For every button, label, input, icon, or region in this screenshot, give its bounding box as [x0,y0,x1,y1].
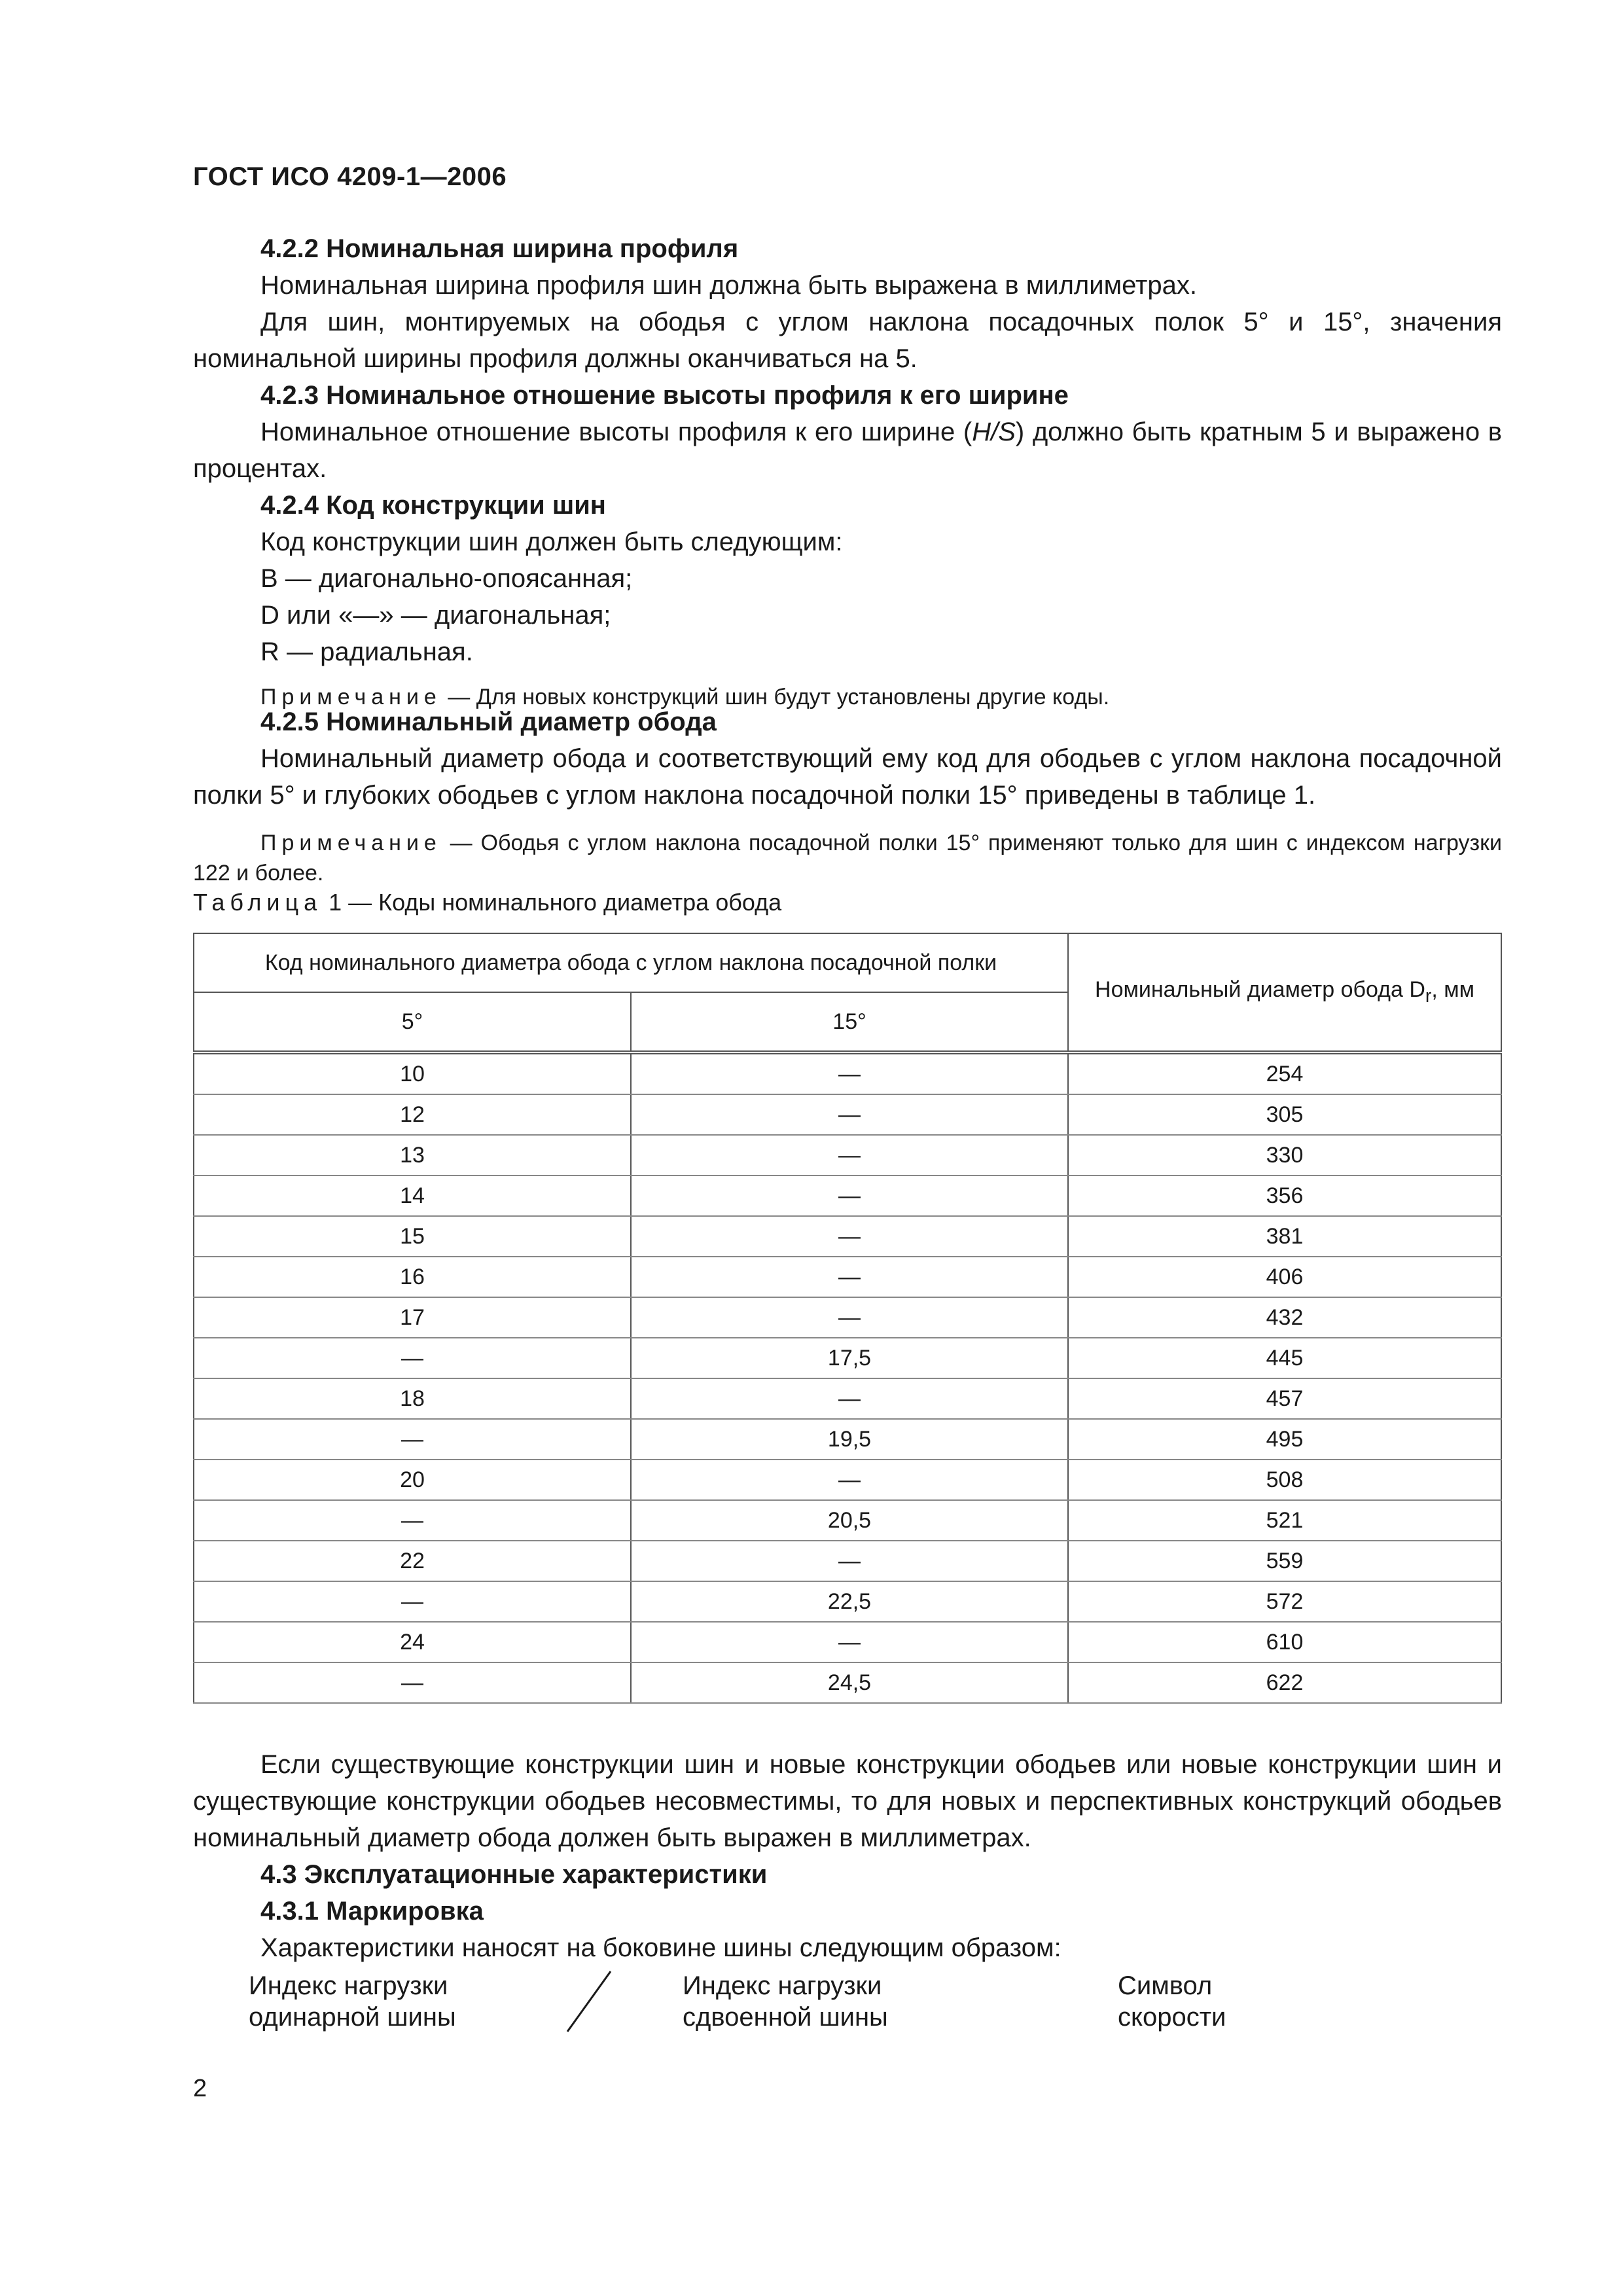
cell-code-15: 22,5 [631,1581,1068,1622]
table-row [194,1500,1501,1541]
paragraph: Код конструкции шин должен быть следующим: [260,528,843,556]
cell-diameter: 622 [1068,1662,1501,1703]
cell-diameter: 572 [1068,1581,1501,1622]
note-label: Примечание [260,831,442,855]
heading-4-3: 4.3 Эксплуатационные характеристики [260,1860,768,1889]
heading-4-2-4: 4.2.4 Код конструкции шин [260,491,606,520]
cell-diameter: 445 [1068,1338,1501,1378]
cell-code-15: 19,5 [631,1419,1068,1460]
text-part: ) должно быть кратным 5 и выражено в процентах. [193,418,1502,483]
cell-diameter: 330 [1068,1135,1501,1175]
paragraph [193,414,1502,487]
marking-line: Индекс нагрузки [249,1971,448,2000]
paragraph: Если существующие конструкции шин и новые конструкции ободьев или новые конструкции шин и существующие конструкции ободьев несовместимы, то для новых и перспективных конструкций ободьев номинальный диаметр обода должен быть выражен в миллиметрах. [193,1750,1502,1852]
col-15-header: 15° [631,992,1068,1052]
marking-line: одинарной шины [249,2003,456,2032]
cell-code-5: — [194,1338,631,1378]
cell-code-5: 15 [194,1216,631,1257]
cell-code-15: 24,5 [631,1662,1068,1703]
cell-diameter: 356 [1068,1175,1501,1216]
diameter-header-text: Номинальный диаметр обода D [1095,977,1425,1003]
cell-code-5: — [194,1500,631,1541]
cell-code-5: — [194,1419,631,1460]
note [193,828,1502,888]
cell-code-5: 16 [194,1257,631,1297]
table-row [194,1297,1501,1338]
marking-line: Индекс нагрузки [683,1971,882,2000]
marking-line: сдвоенной шины [683,2003,888,2032]
cell-code-15: 17,5 [631,1338,1068,1378]
heading-4-2-2: 4.2.2 Номинальная ширина профиля [260,234,739,263]
cell-code-15: — [631,1135,1068,1175]
list-item: R — радиальная. [260,637,473,666]
diameter-header [1068,933,1501,1052]
cell-code-15: — [631,1541,1068,1581]
cell-code-5: 24 [194,1622,631,1662]
text-part: Номинальное отношение высоты профиля к его ширине ( [260,418,972,446]
marking-single-load [249,1970,456,2033]
marking-line: скорости [1118,2003,1226,2032]
table-row [194,1541,1501,1581]
cell-code-15: — [631,1094,1068,1135]
table-row [194,1419,1501,1460]
diameter-header-unit: , мм [1431,977,1474,1003]
heading-4-3-1: 4.3.1 Маркировка [260,1897,484,1926]
cell-diameter: 508 [1068,1460,1501,1500]
cell-code-15: — [631,1460,1068,1500]
table-row [194,1581,1501,1622]
list-item: B — диагонально-опоясанная; [260,564,633,593]
paragraph: Для шин, монтируемых на ободья с углом наклона посадочных полок 5° и 15°, значения номинальной ширины профиля должны оканчиваться на 5. [193,308,1502,373]
table-row [194,1378,1501,1419]
table-row [194,1094,1501,1135]
cell-diameter: 305 [1068,1094,1501,1135]
note-text: — Ободья с углом наклона посадочной полки 15° применяют только для шин с индексом нагрузки 122 и более. [193,831,1502,886]
cell-code-15: — [631,1378,1068,1419]
cell-code-5: — [194,1581,631,1622]
cell-diameter: 610 [1068,1622,1501,1662]
cell-diameter: 457 [1068,1378,1501,1419]
table-row [194,1622,1501,1662]
cell-code-5: 14 [194,1175,631,1216]
cell-code-15: — [631,1622,1068,1662]
table-row [194,1338,1501,1378]
marking-speed-symbol [1118,1970,1226,2033]
cell-diameter: 254 [1068,1052,1501,1094]
paragraph: Характеристики наносят на боковине шины следующим образом: [260,1933,1061,1962]
note-label: Примечание [260,685,442,709]
cell-code-15: — [631,1257,1068,1297]
table-row [194,1216,1501,1257]
col-5-header: 5° [194,992,631,1052]
rim-diameter-table [193,933,1502,1704]
table-row [194,1175,1501,1216]
marking-dual-load [683,1970,888,2033]
cell-code-5: 22 [194,1541,631,1581]
after-table-text [193,1746,1502,1966]
hs-symbol: H/S [972,418,1016,446]
cell-code-5: 10 [194,1052,631,1094]
caption-label: Таблица [193,889,323,916]
table-row [194,1257,1501,1297]
table-row [194,1662,1501,1703]
note-text: — Для новых конструкций шин будут установлены другие коды. [441,685,1110,709]
document-header: ГОСТ ИСО 4209-1—2006 [193,162,507,191]
marking-line: Символ [1118,1971,1213,2000]
table-row [194,1052,1501,1094]
cell-code-5: — [194,1662,631,1703]
cell-diameter: 521 [1068,1500,1501,1541]
cell-code-15: — [631,1175,1068,1216]
cell-code-5: 12 [194,1094,631,1135]
paragraph: Номинальная ширина профиля шин должна быть выражена в миллиметрах. [260,271,1197,300]
cell-diameter: 381 [1068,1216,1501,1257]
cell-code-5: 13 [194,1135,631,1175]
cell-code-15: — [631,1052,1068,1094]
page-number: 2 [193,2075,207,2102]
cell-code-15: — [631,1216,1068,1257]
list-item: D или «—» — диагональная; [260,601,611,630]
diameter-subscript: r [1425,985,1432,1007]
cell-diameter: 406 [1068,1257,1501,1297]
caption-text: 1 — Коды номинального диаметра обода [322,889,782,916]
cell-diameter: 559 [1068,1541,1501,1581]
section-4-2-5 [193,704,1502,888]
group-header: Код номинального диаметра обода с углом наклона посадочной полки [194,933,1068,992]
cell-code-5: 20 [194,1460,631,1500]
cell-diameter: 495 [1068,1419,1501,1460]
table-row [194,1135,1501,1175]
cell-diameter: 432 [1068,1297,1501,1338]
cell-code-15: — [631,1297,1068,1338]
sections-4-2-2-to-4-2-4 [193,230,1502,712]
heading-4-2-5: 4.2.5 Номинальный диаметр обода [260,708,717,736]
cell-code-5: 17 [194,1297,631,1338]
table-caption [193,889,781,916]
cell-code-15: 20,5 [631,1500,1068,1541]
table-row [194,1460,1501,1500]
cell-code-5: 18 [194,1378,631,1419]
paragraph: Номинальный диаметр обода и соответствующий ему код для ободьев с углом наклона посадочной полки 5° и глубоких ободьев с углом наклона посадочной полки 15° приведены в таблице 1. [193,744,1502,810]
slash-separator [560,1969,618,2034]
heading-4-2-3: 4.2.3 Номинальное отношение высоты профиля к его ширине [260,381,1069,410]
